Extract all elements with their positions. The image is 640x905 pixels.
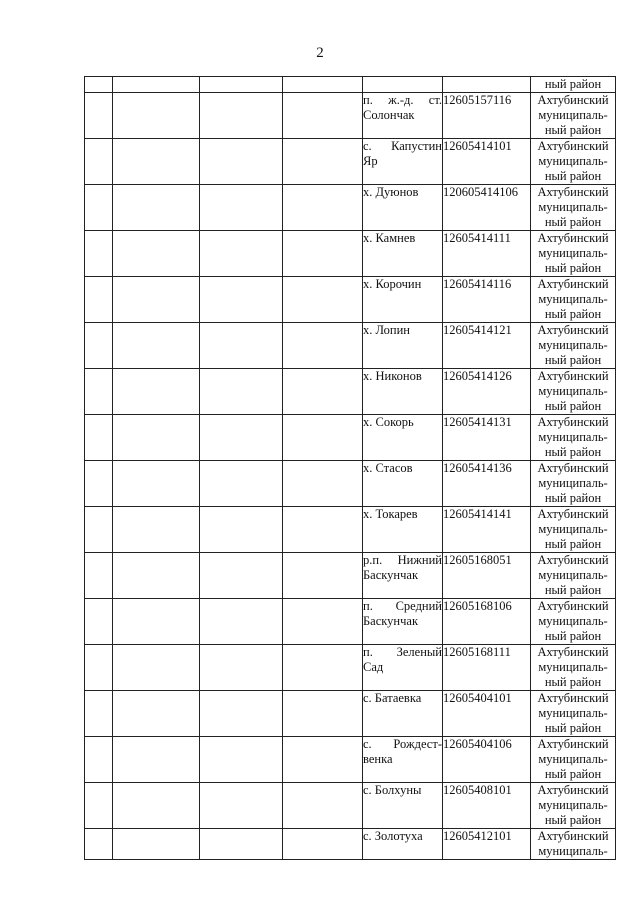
cell-empty: [283, 737, 363, 783]
cell-empty: [283, 415, 363, 461]
cell-empty: [113, 829, 200, 860]
cell-empty: [200, 691, 283, 737]
table-row: [85, 415, 616, 461]
municipality-line-2: муниципаль-: [538, 246, 608, 260]
cell-settlement: [363, 691, 443, 737]
cell-municipality: [531, 277, 616, 323]
municipality-line-2: муниципаль-: [538, 154, 608, 168]
oktmo-code: 12605414126: [443, 369, 512, 383]
cell-oktmo-code: [443, 737, 531, 783]
oktmo-code: 12605408101: [443, 783, 512, 797]
municipality-line-2: муниципаль-: [538, 384, 608, 398]
cell-index: [85, 77, 113, 93]
cell-empty: [113, 691, 200, 737]
cell-settlement: [363, 507, 443, 553]
municipality-line-3: ный район: [544, 169, 602, 183]
cell-empty: [113, 461, 200, 507]
settlement-name-line-1: с. Батаевка: [363, 691, 422, 705]
cell-index: [85, 323, 113, 369]
cell-oktmo-code: [443, 231, 531, 277]
municipality-line-2: муниципаль-: [538, 522, 608, 536]
cell-settlement: [363, 231, 443, 277]
municipality-line-3: ный район: [544, 629, 602, 643]
cell-index: [85, 737, 113, 783]
municipality-line-3: ный район: [544, 307, 602, 321]
cell-empty: [200, 415, 283, 461]
cell-municipality: [531, 737, 616, 783]
cell-municipality: [531, 461, 616, 507]
cell-empty: [113, 599, 200, 645]
municipality-line-2: муниципаль-: [538, 338, 608, 352]
municipality-line-1: Ахтубинский: [537, 185, 609, 199]
municipality-line-1: Ахтубинский: [537, 599, 609, 613]
table-row: [85, 77, 616, 93]
municipality-line-1: Ахтубинский: [537, 369, 609, 383]
municipality-line-2: муниципаль-: [538, 614, 608, 628]
table-row: [85, 737, 616, 783]
cell-empty: [283, 507, 363, 553]
cell-index: [85, 93, 113, 139]
oktmo-code: 12605414101: [443, 139, 512, 153]
cell-municipality: [531, 369, 616, 415]
table-row: [85, 139, 616, 185]
cell-empty: [200, 553, 283, 599]
cell-empty: [200, 737, 283, 783]
cell-settlement: [363, 783, 443, 829]
cell-empty: [283, 139, 363, 185]
cell-index: [85, 691, 113, 737]
table-row: [85, 691, 616, 737]
settlement-name-line-1: х. Дуюнов: [363, 185, 419, 199]
municipality-line-2: муниципаль-: [538, 200, 608, 214]
cell-empty: [283, 93, 363, 139]
municipality-line-2: муниципаль-: [538, 660, 608, 674]
cell-settlement: [363, 461, 443, 507]
cell-index: [85, 185, 113, 231]
cell-index: [85, 277, 113, 323]
cell-empty: [283, 461, 363, 507]
cell-empty: [200, 507, 283, 553]
cell-settlement: [363, 645, 443, 691]
settlement-name-line-2: венка: [363, 752, 393, 766]
municipality-line-1: Ахтубинский: [537, 93, 609, 107]
cell-empty: [113, 783, 200, 829]
cell-empty: [283, 231, 363, 277]
cell-empty: [283, 77, 363, 93]
cell-empty: [283, 185, 363, 231]
cell-empty: [283, 783, 363, 829]
municipality-line-2: муниципаль-: [538, 706, 608, 720]
cell-oktmo-code: [443, 277, 531, 323]
municipality-line-3: ный район: [544, 491, 602, 505]
settlement-name-line-1: п. Средний: [363, 599, 442, 613]
cell-empty: [113, 277, 200, 323]
cell-oktmo-code: [443, 415, 531, 461]
table-row: [85, 231, 616, 277]
settlement-name-line-1: с. Капустин: [363, 139, 442, 153]
cell-empty: [200, 461, 283, 507]
cell-oktmo-code: [443, 553, 531, 599]
cell-oktmo-code: [443, 93, 531, 139]
oktmo-code: 12605168051: [443, 553, 512, 567]
cell-oktmo-code: [443, 461, 531, 507]
municipality-line-3: ный район: [544, 123, 602, 137]
cell-settlement: [363, 553, 443, 599]
municipality-line-3: ный район: [544, 583, 602, 597]
table-row: [85, 185, 616, 231]
cell-empty: [283, 323, 363, 369]
settlement-name-line-1: р.п. Нижний: [363, 553, 442, 567]
cell-oktmo-code: [443, 77, 531, 93]
cell-municipality: [531, 185, 616, 231]
cell-index: [85, 231, 113, 277]
cell-municipality: [531, 599, 616, 645]
cell-empty: [113, 553, 200, 599]
municipality-line-2: муниципаль-: [538, 752, 608, 766]
table-row: [85, 93, 616, 139]
municipality-line-2: муниципаль-: [538, 798, 608, 812]
cell-settlement: [363, 415, 443, 461]
cell-empty: [200, 829, 283, 860]
municipality-line-1: Ахтубинский: [537, 277, 609, 291]
cell-index: [85, 783, 113, 829]
cell-index: [85, 139, 113, 185]
cell-settlement: [363, 185, 443, 231]
municipality-line-3: ный район: [544, 721, 602, 735]
table-row: [85, 783, 616, 829]
cell-municipality: [531, 553, 616, 599]
cell-empty: [113, 93, 200, 139]
cell-empty: [283, 645, 363, 691]
settlement-name-line-2: Яр: [363, 154, 378, 168]
settlement-name-line-1: п. ж.-д. ст.: [363, 93, 442, 107]
cell-settlement: [363, 829, 443, 860]
oktmo-code: 120605414106: [443, 185, 518, 199]
cell-settlement: [363, 323, 443, 369]
table-row: [85, 645, 616, 691]
oktmo-code: 12605414131: [443, 415, 512, 429]
table-row: [85, 507, 616, 553]
settlement-name-line-1: х. Корочин: [363, 277, 422, 291]
cell-empty: [283, 829, 363, 860]
municipality-line-1: Ахтубинский: [537, 507, 609, 521]
cell-oktmo-code: [443, 599, 531, 645]
cell-municipality: [531, 691, 616, 737]
cell-empty: [200, 645, 283, 691]
table-row: [85, 323, 616, 369]
cell-empty: [113, 77, 200, 93]
cell-empty: [113, 231, 200, 277]
cell-municipality: [531, 139, 616, 185]
cell-municipality: [531, 323, 616, 369]
cell-index: [85, 645, 113, 691]
oktmo-code: 12605168106: [443, 599, 512, 613]
municipality-line-3: ный район: [544, 215, 602, 229]
cell-settlement: [363, 277, 443, 323]
municipality-line-2: муниципаль-: [538, 568, 608, 582]
cell-empty: [200, 783, 283, 829]
cell-oktmo-code: [443, 323, 531, 369]
cell-oktmo-code: [443, 369, 531, 415]
municipality-line-3: ный район: [544, 353, 602, 367]
cell-empty: [113, 185, 200, 231]
oktmo-code: 12605412101: [443, 829, 512, 843]
oktmo-code: 12605414116: [443, 277, 512, 291]
oktmo-code: 12605168111: [443, 645, 511, 659]
cell-empty: [283, 691, 363, 737]
table-row: [85, 369, 616, 415]
cell-index: [85, 461, 113, 507]
municipality-line-3: ный район: [544, 399, 602, 413]
cell-oktmo-code: [443, 139, 531, 185]
municipality-line-3: ный район: [544, 675, 602, 689]
municipality-line-1: Ахтубинский: [537, 829, 609, 843]
municipality-line-3: ный район: [544, 261, 602, 275]
cell-oktmo-code: [443, 645, 531, 691]
municipality-line-3: ный район: [544, 767, 602, 781]
cell-empty: [200, 139, 283, 185]
settlement-name-line-1: х. Сокорь: [363, 415, 414, 429]
settlement-name-line-1: х. Камнев: [363, 231, 416, 245]
municipality-line-3: ный район: [544, 445, 602, 459]
cell-municipality: [531, 783, 616, 829]
municipality-line-1: Ахтубинский: [537, 783, 609, 797]
cell-oktmo-code: [443, 783, 531, 829]
municipality-line-2: муниципаль-: [538, 430, 608, 444]
oktmo-code: 12605414111: [443, 231, 511, 245]
cell-oktmo-code: [443, 185, 531, 231]
municipality-line-1: Ахтубинский: [537, 737, 609, 751]
cell-empty: [200, 77, 283, 93]
municipality-line-1: Ахтубинский: [537, 553, 609, 567]
cell-settlement: [363, 139, 443, 185]
cell-settlement: [363, 369, 443, 415]
table-row: [85, 599, 616, 645]
cell-empty: [283, 369, 363, 415]
settlement-name-line-1: х. Стасов: [363, 461, 413, 475]
cell-empty: [113, 139, 200, 185]
oktmo-code: 12605404106: [443, 737, 512, 751]
cell-municipality: [531, 231, 616, 277]
settlements-table: [84, 76, 616, 860]
cell-empty: [113, 369, 200, 415]
oktmo-code: 12605414136: [443, 461, 512, 475]
table-row: [85, 829, 616, 860]
settlement-name-line-1: х. Токарев: [363, 507, 418, 521]
cell-index: [85, 369, 113, 415]
municipality-line-1: Ахтубинский: [537, 231, 609, 245]
municipality-line-2: муниципаль-: [538, 108, 608, 122]
municipality-line-2: муниципаль-: [538, 292, 608, 306]
cell-oktmo-code: [443, 829, 531, 860]
oktmo-code: 12605404101: [443, 691, 512, 705]
settlement-name-line-1: п. Зеленый: [363, 645, 442, 659]
cell-empty: [200, 231, 283, 277]
cell-empty: [200, 323, 283, 369]
municipality-line-1: Ахтубинский: [537, 415, 609, 429]
municipality-line-1: Ахтубинский: [537, 323, 609, 337]
cell-empty: [113, 323, 200, 369]
cell-index: [85, 599, 113, 645]
cell-empty: [200, 599, 283, 645]
cell-empty: [113, 415, 200, 461]
cell-empty: [283, 553, 363, 599]
page-number: 2: [316, 45, 324, 61]
table-row: [85, 277, 616, 323]
cell-empty: [113, 737, 200, 783]
municipality-line-1: Ахтубинский: [537, 461, 609, 475]
cell-index: [85, 553, 113, 599]
settlement-name-line-2: Сад: [363, 660, 384, 674]
cell-empty: [200, 277, 283, 323]
cell-municipality: ный район: [531, 77, 616, 93]
municipality-line-1: Ахтубинский: [537, 691, 609, 705]
settlement-name-line-2: Солончак: [363, 108, 415, 122]
settlement-name-line-2: Баскунчак: [363, 614, 419, 628]
cell-index: [85, 829, 113, 860]
cell-settlement: [363, 737, 443, 783]
settlement-name-line-1: с. Болхуны: [363, 783, 422, 797]
oktmo-code: 12605157116: [443, 93, 512, 107]
municipality-line-3: ный район: [544, 813, 602, 827]
municipality-line-1: Ахтубинский: [537, 645, 609, 659]
settlement-name-line-1: х. Лопин: [363, 323, 410, 337]
cell-empty: [200, 369, 283, 415]
oktmo-code: 12605414141: [443, 507, 512, 521]
cell-municipality: [531, 93, 616, 139]
municipality-line-2: муниципаль-: [538, 844, 608, 858]
cell-index: [85, 415, 113, 461]
cell-empty: [113, 645, 200, 691]
table-row: [85, 553, 616, 599]
cell-settlement: [363, 93, 443, 139]
cell-municipality: [531, 829, 616, 860]
cell-empty: [283, 277, 363, 323]
oktmo-code: 12605414121: [443, 323, 512, 337]
cell-oktmo-code: [443, 691, 531, 737]
settlement-name-line-1: с. Рождест-: [363, 737, 442, 751]
cell-settlement: [363, 77, 443, 93]
cell-municipality: [531, 645, 616, 691]
table-body: [85, 77, 616, 860]
municipality-line-2: муниципаль-: [538, 476, 608, 490]
cell-empty: [113, 507, 200, 553]
table-row: [85, 461, 616, 507]
cell-settlement: [363, 599, 443, 645]
settlement-name-line-1: х. Никонов: [363, 369, 422, 383]
cell-oktmo-code: [443, 507, 531, 553]
cell-municipality: [531, 415, 616, 461]
municipality-line-1: Ахтубинский: [537, 139, 609, 153]
municipality-line-3: ный район: [544, 537, 602, 551]
cell-index: [85, 507, 113, 553]
cell-empty: [283, 599, 363, 645]
cell-municipality: [531, 507, 616, 553]
cell-empty: [200, 93, 283, 139]
settlement-name-line-1: с. Золотуха: [363, 829, 423, 843]
cell-empty: [200, 185, 283, 231]
settlement-name-line-2: Баскунчак: [363, 568, 419, 582]
